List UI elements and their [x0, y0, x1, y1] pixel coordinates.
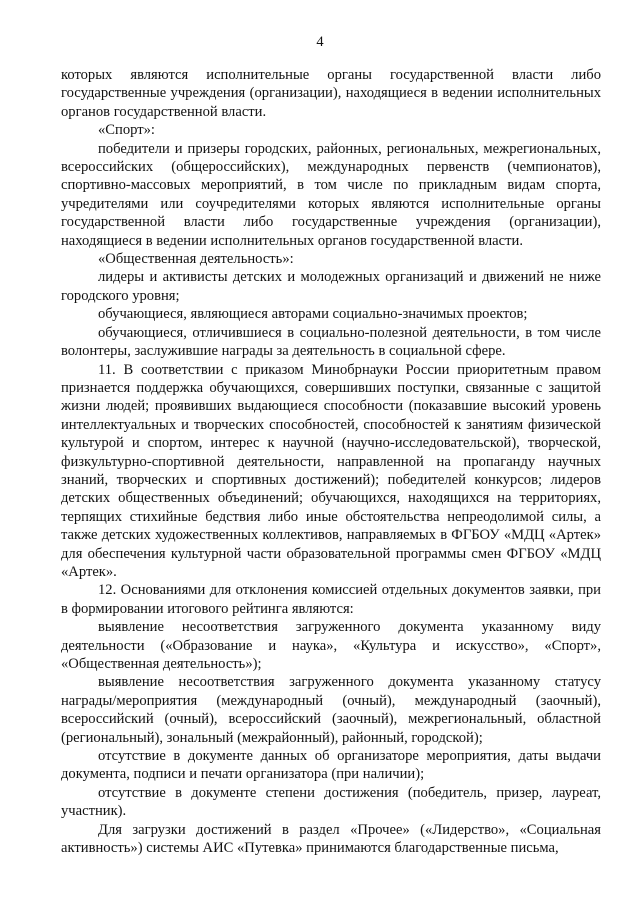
page-number: 4: [316, 34, 324, 50]
paragraph-sport-winners: победители и призеры городских, районных, региональных, межрегиональных, всероссийских (общероссийских), международных первенств (чемпионатов), спортивно-массовых мероприятий, в том числе по прикладным видам спорта, учредителями или соучредителями которых являются исполнительные органы государственной власти либо государственные учреждения (организации), находящиеся в ведении исполнительных органов государственной власти.: [61, 140, 601, 249]
paragraph-missing-organizer: отсутствие в документе данных об организаторе мероприятия, даты выдачи документа, подписи и печати организатора (при наличии);: [61, 748, 601, 783]
section-heading-sport: «Спорт»:: [98, 122, 155, 139]
paragraph-status-mismatch: выявление несоответствия загруженного документа указанному статусу награды/мероприятия (международный (очный), международный (заочный), всероссийский (очный), всероссийский (заочный), межрегиональный, областной (региональный), зональный (межрайонный), районный, городской);: [61, 674, 601, 746]
paragraph-continuation: которых являются исполнительные органы государственной власти либо государственные учреждения (организации), находящиеся в ведении исполнительных органов государственной власти.: [61, 67, 601, 120]
section-heading-public-activity: «Общественная деятельность»:: [98, 251, 294, 268]
page-body: [61, 66, 601, 857]
clause-11: 11. В соответствии с приказом Минобрнауки России приоритетным правом признается поддержка обучающихся, совершивших поступки, связанные с защитой жизни людей; проявивших выдающиеся способности (показавшие высокий уровень интеллектуальных и творческих способностей, способностей к занятиям физической культурой и спортом, интерес к научной (научно-исследовательской), творческой, физкультурно-спортивной деятельности, направленной на пропаганду научных знаний, творческих и спортивных достижений); победителей конкурсов; лидеров детских общественных объединений; обучающихся, находящихся на территориях, терпящих стихийные бедствия либо иные обстоятельства непреодолимой силы, а также детских художественных коллективов, направляемых в ФГБОУ «МДЦ «Артек» для обеспечения культурной части образовательной программы смен ФГБОУ «МДЦ «Артек».: [61, 361, 601, 580]
paragraph-other-section: Для загрузки достижений в раздел «Прочее» («Лидерство», «Социальная активность») системы АИС «Путевка» принимаются благодарственные письма,: [61, 821, 601, 857]
clause-12: 12. Основаниями для отклонения комиссией отдельных документов заявки, при в формировании итогового рейтинга являются:: [61, 582, 601, 617]
paragraph-activity-mismatch: выявление несоответствия загруженного документа указанному виду деятельности («Образование и наука», «Культура и искусство», «Спорт», «Общественная деятельность»);: [61, 619, 601, 672]
paragraph-volunteers: обучающиеся, отличившиеся в социально-полезной деятельности, в том числе волонтеры, заслужившие награды за деятельность в социальной сфере.: [61, 324, 601, 360]
paragraph-missing-degree: отсутствие в документе степени достижения (победитель, призер, лауреат, участник).: [61, 784, 601, 820]
paragraph-leaders: лидеры и активисты детских и молодежных организаций и движений не ниже городского уровня;: [61, 269, 601, 304]
paragraph-project-authors: обучающиеся, являющиеся авторами социально-значимых проектов;: [98, 306, 528, 323]
